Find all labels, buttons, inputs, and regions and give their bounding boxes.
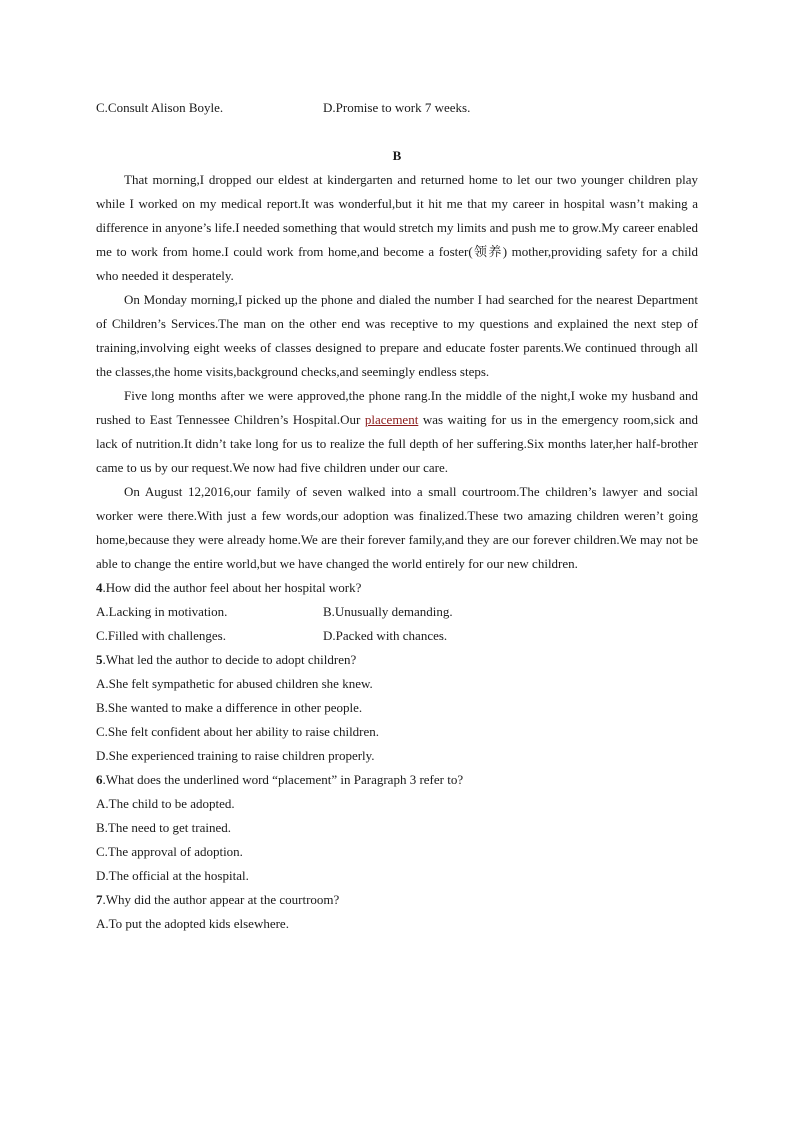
question-stem: [96, 576, 698, 600]
options-row: [96, 600, 698, 624]
option-d: D.Packed with chances.: [323, 628, 448, 643]
question-text: .What does the underlined word “placement” in Paragraph 3 refer to?: [102, 772, 464, 787]
section-heading: B: [392, 148, 402, 163]
question-text: .What led the author to decide to adopt children?: [102, 652, 357, 667]
option-a: A.To put the adopted kids elsewhere.: [96, 916, 289, 931]
question-stem: [96, 888, 698, 912]
question-number: 7: [96, 892, 103, 907]
paragraph-1: That morning,I dropped our eldest at kindergarten and returned home to let our two younger children play while I worked on my medical report.It was wonderful,but it hit me that my career in hospital wasn’t making a difference in anyone’s life.I needed something that would stretch my limits and push me to grow.My career enabled me to work from home.I could work from home,and become a foster(领养) mother,providing safety for a child who needed it desperately.: [96, 172, 698, 283]
option-d: D.Promise to work 7 weeks.: [323, 100, 471, 115]
option-a: A.The child to be adopted.: [96, 796, 235, 811]
reading-passage: [96, 168, 698, 576]
question-text: .How did the author feel about her hospital work?: [102, 580, 362, 595]
options-row: [96, 624, 698, 648]
option-d: D.The official at the hospital.: [96, 868, 249, 883]
paragraph-3-end: was waiting for us in the emergency room,sick and lack of nutrition.It didn’t take long for us to realize the full depth of her suffering.Six months later,her half-brother came to us by our request.We now had five children under our care.: [96, 412, 698, 475]
paragraph-4: On August 12,2016,our family of seven walked into a small courtroom.The children’s lawyer and social worker were there.With just a few words,our adoption was finalized.These two amazing children weren’t going home,because they were already home.We are their forever family,and they are our forever children.We may not be able to change the entire world,but we have changed the world entirely for our new children.: [96, 484, 698, 571]
question-number: 6: [96, 772, 103, 787]
question-text: .Why did the author appear at the courtroom?: [102, 892, 340, 907]
question-stem: [96, 648, 698, 672]
paragraph-3: [96, 384, 698, 480]
question-4: [96, 576, 698, 648]
option-a: A.She felt sympathetic for abused children she knew.: [96, 676, 373, 691]
paragraph-3-start: Five long months after we were approved,the phone rang.In the middle of the night,I woke my husband and rushed to East Tennessee Children’s Hospital.Our: [96, 388, 698, 427]
option-c: C.Filled with challenges.: [96, 628, 226, 643]
option-b: B.The need to get trained.: [96, 820, 232, 835]
option-b: B.She wanted to make a difference in other people.: [96, 700, 363, 715]
question-7: [96, 888, 698, 936]
option-c: C.The approval of adoption.: [96, 844, 243, 859]
underlined-word: placement: [364, 412, 419, 427]
question-number: 4: [96, 580, 103, 595]
option-a: A.Lacking in motivation.: [96, 604, 228, 619]
previous-question-options: [96, 96, 698, 120]
question-5: [96, 648, 698, 768]
question-6: [96, 768, 698, 888]
option-c: C.Consult Alison Boyle.: [96, 100, 224, 115]
option-b: B.Unusually demanding.: [323, 604, 453, 619]
exam-page: [96, 96, 698, 936]
option-d: D.She experienced training to raise children properly.: [96, 748, 375, 763]
option-c: C.She felt confident about her ability to raise children.: [96, 724, 380, 739]
question-stem: [96, 768, 698, 792]
question-number: 5: [96, 652, 103, 667]
paragraph-2: On Monday morning,I picked up the phone and dialed the number I had searched for the nearest Department of Children’s Services.The man on the other end was receptive to my questions and explained the next step of training,involving eight weeks of classes designed to prepare and educate foster parents.We continued through all the classes,the home visits,background checks,and seemingly endless steps.: [96, 292, 698, 379]
